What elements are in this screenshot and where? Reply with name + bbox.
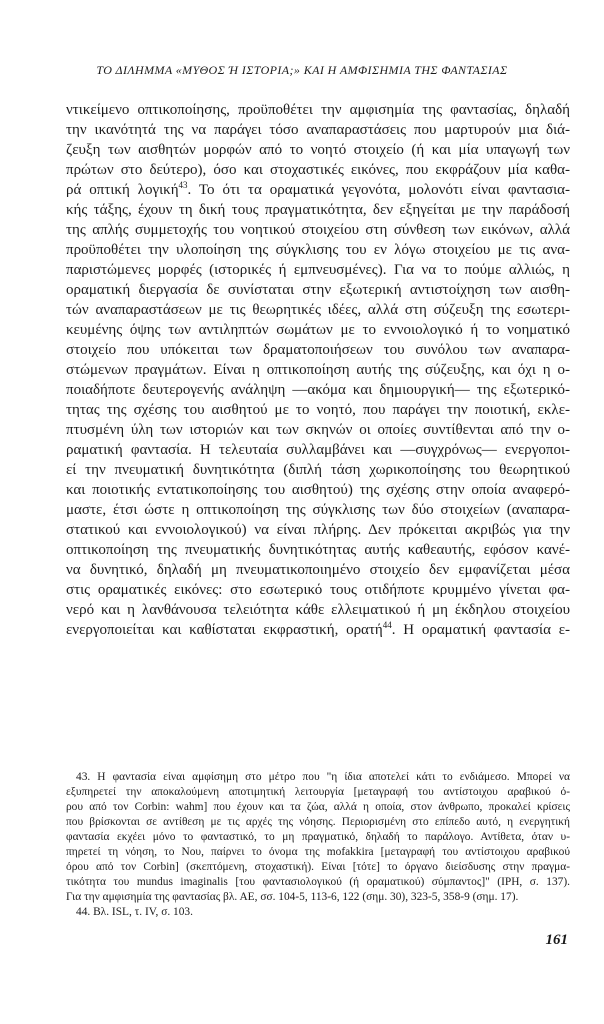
running-head: ΤΟ ΔΙΛΗΜΜΑ «ΜΥΘΟΣ Ή ΙΣΤΟΡΙΑ;» ΚΑΙ Η ΑΜΦΙΣΗΜΙΑ ΤΗΣ ΦΑΝΤΑΣΙΑΣ [96,63,508,77]
body-line: νερό και η λανθάνουσα τελειότητα κάθε ελλειματικού ή μη έκδηλου στοιχείου [66,602,570,618]
footnotes [66,770,570,920]
footnote-43-line: πηρετεί τη νόηση, το Νου, παίρνει το όνομα της mofakkira [μεταγραφή του αντίστοιχου αραβικού [66,846,570,858]
body-line-text: ενεργοποιείται και καθίσταται εκφραστική, ορατή [66,622,383,638]
footnote-43-line: εξυπηρετεί την αποκαλούμενη αποτιμητική λειτουργία [μεταγραφή του αντίστοιχου αραβικού ό- [66,786,570,798]
footnote-43-line: τικότητα του mundus imaginalis [του φαντασιολογικού (ή οραματικού) σύμπαντος]" (ΙΡΗ, σ. 137). [66,876,570,888]
body-line: ντικείμενο οπτικοποίησης, προϋποθέτει την αμφισημία της φαντασίας, δηλαδή [66,102,570,118]
body-line-text: . Η οραματική φαντασία ε- [391,622,570,638]
body-line: πρώτων στο δεύτερο), όσο και στοχαστικές εικόνες, που εκφράζουν μία καθα- [66,162,570,178]
footnote-43-line: που βρίσκονται σε αντίθεση με τις αρχές της νόησης. Περιορισμένη στο επίπεδο αυτό, η ενεργητική [66,816,570,828]
footnote-44-line: 44. Βλ. ISL, τ. IV, σ. 103. [76,906,193,918]
body-line [66,620,570,640]
footnote-43-line: όρου από τον Corbin] (σκεπτόμενη, στοχαστική). Είναι [τότε] το όργανο διείσδυσης στην πραγμα- [66,861,570,873]
body-line: και ποιοτικής εντατικοποίησης του αισθητού) της σχέσης στην οποία αναφερό- [66,482,570,498]
body-line: να δυνητικό, δηλαδή μη πνευματικοποιημένο στοιχείο δεν εμφανίζεται μέσα [66,562,570,578]
body-line: κής τάξης, έχουν τη δική τους πραγματικότητα, δεν εξηγείται με την παράδοσή [66,202,570,218]
body-line: την ικανότητά της να παράγει τόσο αναπαραστάσεις που μαρτυρούν μια διά- [66,122,570,138]
body-line [66,180,570,200]
body-line: στώμενων πραγμάτων. Είναι η οπτικοποίηση αυτής της σύζευξης, και όχι η ο- [66,362,570,378]
body-line: προϋποθέτει την υλοποίηση της σύγκλισης του εν λόγω στοιχείου με τις ανα- [66,242,570,258]
body-line: της απλής συμμετοχής του νοητικού στοιχείου στη σύνθεση των εικόνων, αλλά [66,222,570,238]
body-line-text: ρά οπτική λογική [66,182,179,198]
body-line: στοιχείο που υπόκειται των δραματοποιήσεων του συνόλου των αναπαρα- [66,342,570,358]
body-line: ποιαδήποτε δευτερογενής ανάληψη —ακόμα και δημιουργική— της εξωτερικό- [66,382,570,398]
body-line-text: . Το ότι τα οραματικά γεγονότα, μολονότι είναι φαντασια- [187,182,570,198]
body-line: εί την πνευματική δυνητικότητα (διπλή τάση χωρικοποίησης του θεωρητικού [66,462,570,478]
body-line: τητας της σχέσης του αισθητού με το νοητό, που παράγει την ποιοτική, εκλε- [66,402,570,418]
body-line: μαστε, έτσι ώστε η οπτικοποίηση της σύγκλισης των δύο στοιχείων (αναπαρα- [66,502,570,518]
footnote-43-line: 43. Η φαντασία είναι αμφίσημη στο μέτρο που "η ίδια αποτελεί κάτι το ενδιάμεσο. Μπορεί να [76,771,570,783]
body-line: ζευξη των αισθητών μορφών από το νοητό στοιχείο (ή και μία υπαγωγή των [66,142,570,158]
body-text [66,100,570,640]
body-line: οραματική διεργασία δε συνίσταται στην εξωτερική αντιστοίχηση των αισθη- [66,282,570,298]
footnote-43-line: Για την αμφισημία της φαντασίας βλ. ΑΕ, σσ. 104-5, 113-6, 122 (σημ. 30), 323-5, 358-9 (σημ. 17). [66,891,519,903]
body-line: στατικού και εννοιολογικού) να είναι πλήρης. Δεν πρόκειται ακριβώς για την [66,522,570,538]
body-line: παριστώμενες μορφές (ιστορικές ή εμπνευσμένες). Για να το πούμε αλλιώς, η [66,262,570,278]
footnote-43-line: φαντασία εκχέει μόνο το φανταστικό, το μη πραγματικό, δηλαδή το παράλογο. Αντίθετα, όταν υ- [66,831,570,843]
body-line: κευμένης όψης των αντιληπτών σωμάτων με το εννοιολογικό ή το νοηματικό [66,322,570,338]
page-number: 161 [545,932,568,948]
footnote-ref-43[interactable]: 43 [178,180,188,190]
footnote-43-line: ρου από τον Corbin: wahm] που έχουν και τα ζώα, αλλά η οποία, στον άνθρωπο, προκαλεί κρίσεις [66,801,570,813]
body-line: στις οραματικές εικόνες: στο εσωτερικό τους οτιδήποτε κρυμμένο γίνεται φα- [66,582,570,598]
body-line: ραματική φαντασία. Η τελευταία συλλαμβάνει και —συγχρόνως— ενεργοποι- [66,442,570,458]
body-line: τών αναπαραστάσεων με τις θεωρητικές ιδέες, αλλά στη σύζευξη της εσωτερι- [66,302,570,318]
body-line: οπτικοποίηση της πνευματικής δυνητικότητας αυτής καθεαυτής, εφόσον κανέ- [66,542,570,558]
body-line: πτυσμένη ύλη των ιστοριών και των σκηνών οι οποίες συντίθενται από την ο- [66,422,570,438]
footnote-ref-44[interactable]: 44 [382,620,392,630]
